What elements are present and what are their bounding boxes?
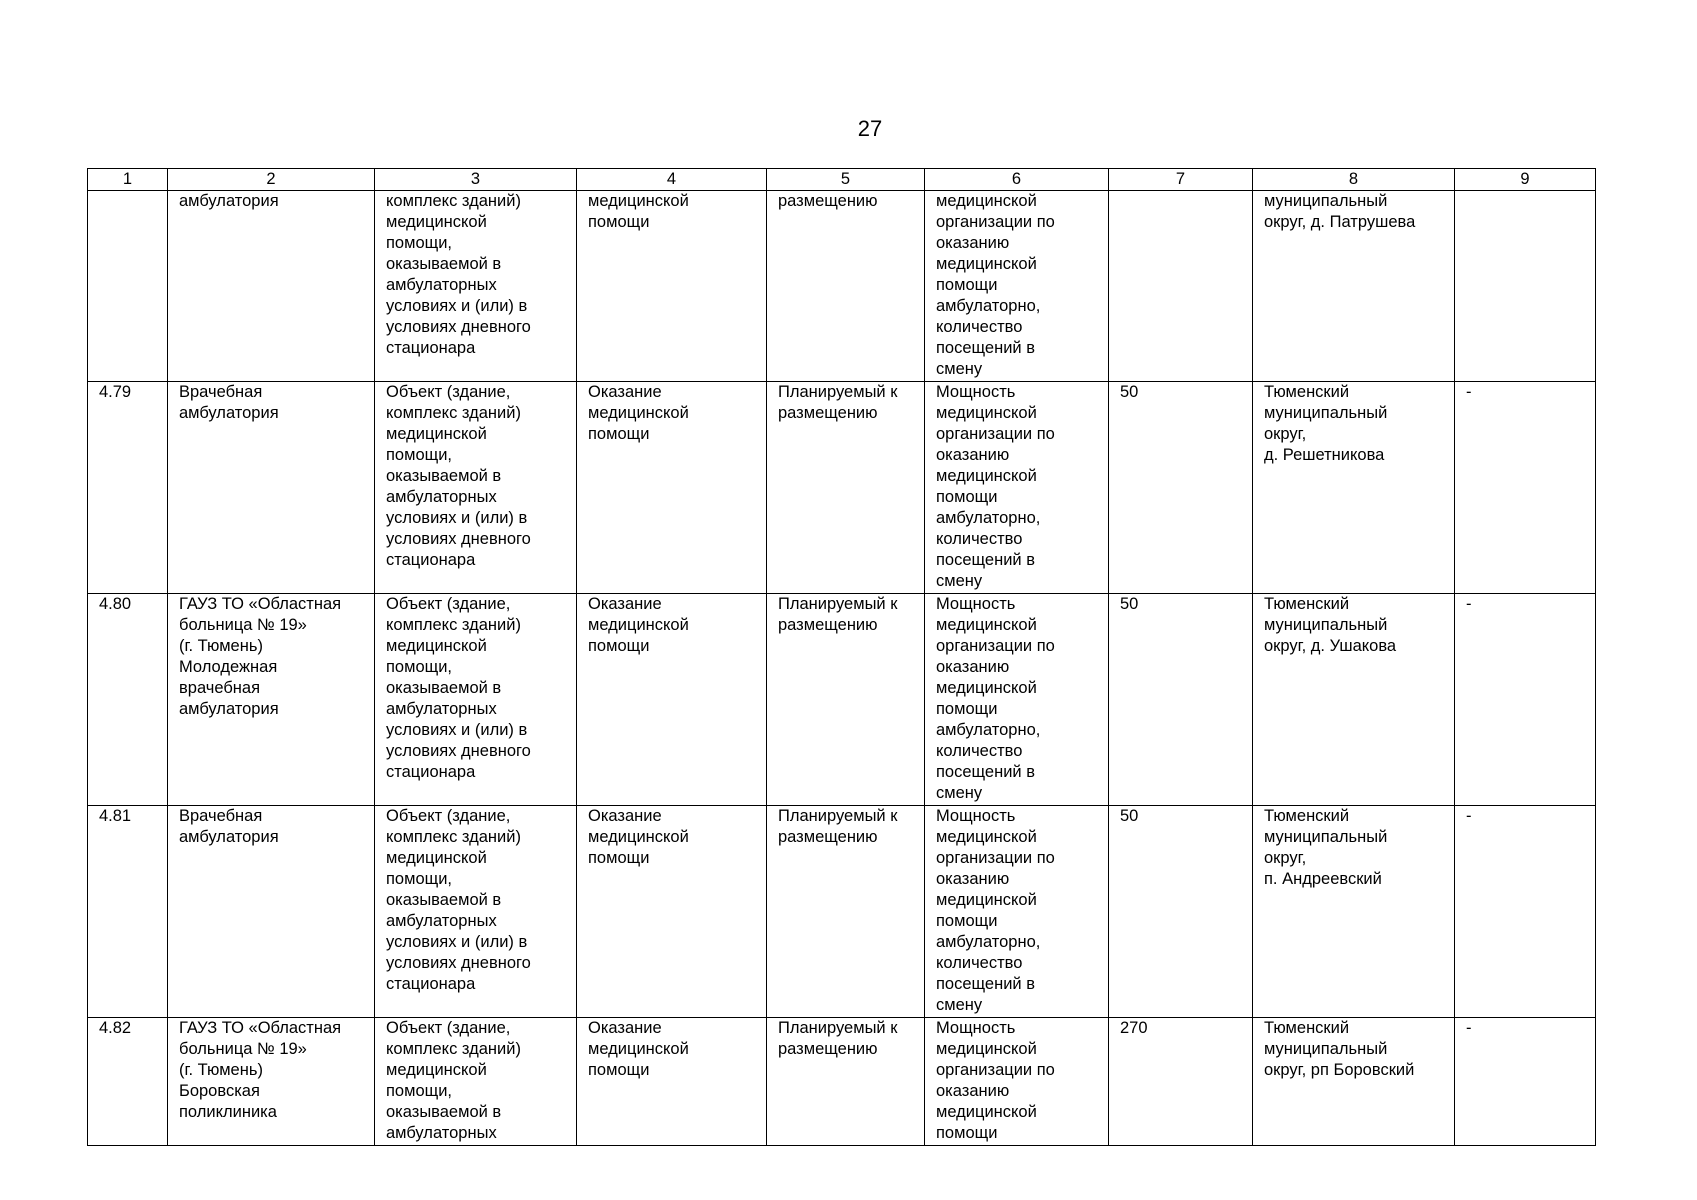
cell-name: амбулатория — [168, 191, 375, 382]
page-number: 27 — [857, 116, 883, 141]
cell-note: - — [1455, 806, 1596, 1018]
cell-object: комплекс зданий) медицинской помощи, оказываемой в амбулаторных условиях и (или) в условиях дневного стационара — [375, 191, 577, 382]
cell-capacity — [1109, 191, 1253, 382]
cell-note: - — [1455, 1018, 1596, 1146]
column-header: 5 — [767, 169, 925, 191]
cell-note — [1455, 191, 1596, 382]
cell-purpose: Оказание медицинской помощи — [577, 806, 767, 1018]
cell-status: Планируемый к размещению — [767, 382, 925, 594]
cell-name: ГАУЗ ТО «Областная больница № 19» (г. Тюмень) Боровская поликлиника — [168, 1018, 375, 1146]
cell-location: Тюменский муниципальный округ, п. Андреевский — [1253, 806, 1455, 1018]
cell-note: - — [1455, 382, 1596, 594]
cell-purpose: Оказание медицинской помощи — [577, 1018, 767, 1146]
table-row — [88, 191, 1596, 382]
column-header: 8 — [1253, 169, 1455, 191]
cell-object: Объект (здание, комплекс зданий) медицинской помощи, оказываемой в амбулаторных условиях и (или) в условиях дневного стационара — [375, 806, 577, 1018]
cell-capacity: 50 — [1109, 806, 1253, 1018]
cell-purpose: Оказание медицинской помощи — [577, 594, 767, 806]
cell-purpose: Оказание медицинской помощи — [577, 382, 767, 594]
cell-object: Объект (здание, комплекс зданий) медицинской помощи, оказываемой в амбулаторных условиях и (или) в условиях дневного стационара — [375, 382, 577, 594]
cell-location: Тюменский муниципальный округ, д. Решетникова — [1253, 382, 1455, 594]
cell-location: муниципальный округ, д. Патрушева — [1253, 191, 1455, 382]
cell-capacity-description: Мощность медицинской организации по оказанию медицинской помощи амбулаторно, количество посещений в смену — [925, 594, 1109, 806]
cell-capacity-description: Мощность медицинской организации по оказанию медицинской помощи амбулаторно, количество посещений в смену — [925, 806, 1109, 1018]
table-row — [88, 1018, 1596, 1146]
column-header: 4 — [577, 169, 767, 191]
column-header: 7 — [1109, 169, 1253, 191]
cell-capacity: 50 — [1109, 594, 1253, 806]
column-header: 1 — [88, 169, 168, 191]
cell-name: Врачебная амбулатория — [168, 382, 375, 594]
column-header: 9 — [1455, 169, 1596, 191]
cell-capacity-description: Мощность медицинской организации по оказанию медицинской помощи амбулаторно, количество посещений в смену — [925, 382, 1109, 594]
cell-number: 4.82 — [88, 1018, 168, 1146]
cell-capacity-description: Мощность медицинской организации по оказанию медицинской помощи — [925, 1018, 1109, 1146]
cell-name: Врачебная амбулатория — [168, 806, 375, 1018]
column-header: 3 — [375, 169, 577, 191]
column-header: 2 — [168, 169, 375, 191]
table-row — [88, 806, 1596, 1018]
cell-status: Планируемый к размещению — [767, 1018, 925, 1146]
column-header: 6 — [925, 169, 1109, 191]
table-header-row — [88, 169, 1596, 191]
cell-location: Тюменский муниципальный округ, рп Боровский — [1253, 1018, 1455, 1146]
cell-number: 4.79 — [88, 382, 168, 594]
cell-object: Объект (здание, комплекс зданий) медицинской помощи, оказываемой в амбулаторных условиях и (или) в условиях дневного стационара — [375, 594, 577, 806]
cell-note: - — [1455, 594, 1596, 806]
cell-number: 4.81 — [88, 806, 168, 1018]
cell-number — [88, 191, 168, 382]
cell-status: Планируемый к размещению — [767, 594, 925, 806]
cell-capacity: 50 — [1109, 382, 1253, 594]
table-row — [88, 594, 1596, 806]
cell-status: размещению — [767, 191, 925, 382]
cell-capacity-description: медицинской организации по оказанию медицинской помощи амбулаторно, количество посещений в смену — [925, 191, 1109, 382]
cell-number: 4.80 — [88, 594, 168, 806]
cell-name: ГАУЗ ТО «Областная больница № 19» (г. Тюмень) Молодежная врачебная амбулатория — [168, 594, 375, 806]
cell-purpose: медицинской помощи — [577, 191, 767, 382]
cell-object: Объект (здание, комплекс зданий) медицинской помощи, оказываемой в амбулаторных — [375, 1018, 577, 1146]
cell-status: Планируемый к размещению — [767, 806, 925, 1018]
cell-capacity: 270 — [1109, 1018, 1253, 1146]
cell-location: Тюменский муниципальный округ, д. Ушакова — [1253, 594, 1455, 806]
table-row — [88, 382, 1596, 594]
document-table — [87, 168, 1596, 1146]
